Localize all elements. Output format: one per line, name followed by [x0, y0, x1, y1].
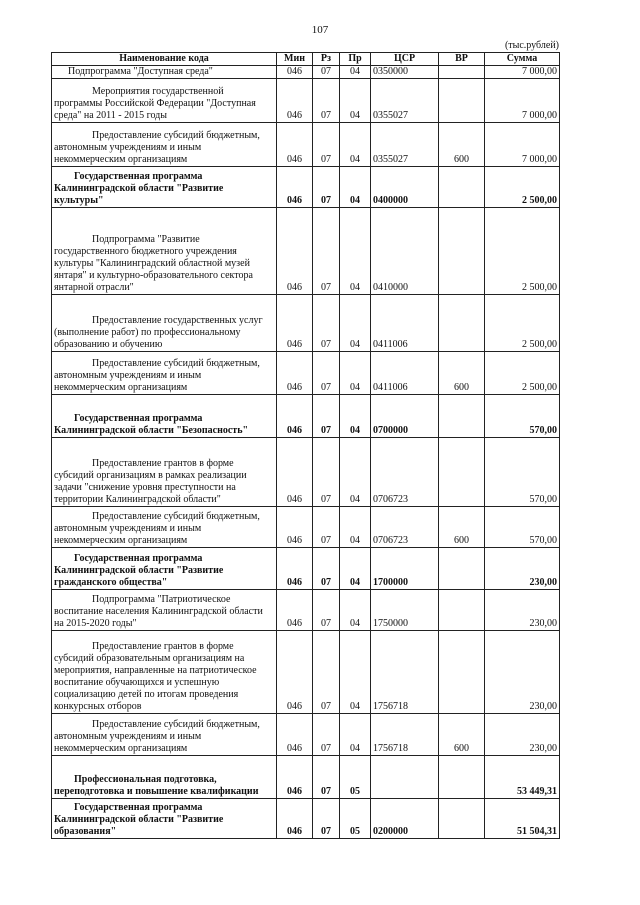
table-row — [52, 548, 560, 590]
table-row — [52, 395, 560, 438]
cell-csr: 0700000 — [371, 395, 439, 438]
cell-sum: 2 500,00 — [485, 295, 560, 352]
row-name: Предоставление грантов в форме субсидий организациям в рамках реализации задачи "снижение уровня преступности на территории Калининградской области" — [54, 458, 247, 505]
table-row — [52, 507, 560, 548]
cell-rz: 07 — [313, 295, 340, 352]
row-name: Предоставление субсидий бюджетным, автономным учреждениям и иным некоммерческим организациям — [54, 358, 260, 393]
budget-table — [51, 52, 560, 839]
cell-vr — [439, 799, 485, 839]
cell-csr: 1756718 — [371, 631, 439, 714]
table-row — [52, 167, 560, 208]
cell-sum: 230,00 — [485, 714, 560, 756]
row-name: Государственная программа Калининградской области "Развитие образования" — [54, 802, 224, 837]
cell-vr — [439, 756, 485, 799]
cell-pr: 05 — [340, 799, 371, 839]
cell-csr: 0706723 — [371, 438, 439, 507]
cell-vr: 600 — [439, 352, 485, 395]
row-name: Предоставление субсидий бюджетным, автономным учреждениям и иным некоммерческим организациям — [54, 130, 260, 165]
cell-csr: 0706723 — [371, 507, 439, 548]
row-name: Предоставление государственных услуг (выполнение работ) по профессиональному образованию и обучению — [54, 315, 263, 350]
table-row — [52, 756, 560, 799]
cell-min: 046 — [277, 631, 313, 714]
header-name: Наименование кода — [52, 53, 277, 66]
cell-sum: 7 000,00 — [485, 79, 560, 123]
cell-csr — [371, 756, 439, 799]
cell-pr: 04 — [340, 123, 371, 167]
cell-rz: 07 — [313, 548, 340, 590]
cell-rz: 07 — [313, 123, 340, 167]
header-rz: Рз — [313, 53, 340, 66]
cell-min: 046 — [277, 507, 313, 548]
row-name: Подпрограмма "Развитие государственного бюджетного учреждения культуры "Калининградский областной музей янтаря" и культурно-образовательного сектора янтарной отрасли" — [54, 234, 253, 293]
cell-min: 046 — [277, 438, 313, 507]
cell-pr: 05 — [340, 756, 371, 799]
cell-sum: 570,00 — [485, 395, 560, 438]
table-row — [52, 123, 560, 167]
cell-csr: 1756718 — [371, 714, 439, 756]
cell-min: 046 — [277, 395, 313, 438]
table-row — [52, 295, 560, 352]
cell-csr: 0411006 — [371, 295, 439, 352]
cell-vr — [439, 66, 485, 79]
table-row — [52, 208, 560, 295]
cell-pr: 04 — [340, 395, 371, 438]
cell-sum: 51 504,31 — [485, 799, 560, 839]
table-header-row — [52, 53, 560, 66]
cell-min: 046 — [277, 756, 313, 799]
table-row — [52, 714, 560, 756]
cell-rz: 07 — [313, 714, 340, 756]
units-label: (тыс.рублей) — [504, 40, 559, 51]
cell-rz: 07 — [313, 395, 340, 438]
cell-sum: 53 449,31 — [485, 756, 560, 799]
cell-rz: 07 — [313, 631, 340, 714]
row-name: Государственная программа Калининградской области "Развитие культуры" — [54, 171, 224, 206]
row-name: Подпрограмма "Патриотическое воспитание населения Калининградской области на 2015-2020 годы" — [54, 594, 263, 629]
cell-vr — [439, 79, 485, 123]
cell-sum: 230,00 — [485, 590, 560, 631]
cell-pr: 04 — [340, 66, 371, 79]
cell-sum: 230,00 — [485, 548, 560, 590]
cell-vr — [439, 295, 485, 352]
cell-pr: 04 — [340, 507, 371, 548]
header-min: Мин — [277, 53, 313, 66]
cell-csr: 1750000 — [371, 590, 439, 631]
cell-sum: 2 500,00 — [485, 208, 560, 295]
table-row — [52, 66, 560, 79]
row-name: Предоставление грантов в форме субсидий образовательным организациям на мероприятия, направленные на патриотическое воспитание обучающихся и успешную социализацию детей по итогам проведения конкурсных отборов — [54, 641, 257, 712]
cell-min: 046 — [277, 79, 313, 123]
cell-sum: 7 000,00 — [485, 123, 560, 167]
cell-sum: 2 500,00 — [485, 167, 560, 208]
cell-rz: 07 — [313, 590, 340, 631]
cell-pr: 04 — [340, 631, 371, 714]
cell-vr — [439, 631, 485, 714]
cell-csr: 0410000 — [371, 208, 439, 295]
cell-rz: 07 — [313, 799, 340, 839]
cell-sum: 230,00 — [485, 631, 560, 714]
table-row — [52, 352, 560, 395]
header-vr: ВР — [439, 53, 485, 66]
cell-pr: 04 — [340, 714, 371, 756]
cell-min: 046 — [277, 590, 313, 631]
cell-rz: 07 — [313, 352, 340, 395]
cell-pr: 04 — [340, 295, 371, 352]
cell-pr: 04 — [340, 548, 371, 590]
cell-pr: 04 — [340, 208, 371, 295]
cell-vr — [439, 438, 485, 507]
cell-sum: 570,00 — [485, 507, 560, 548]
cell-vr: 600 — [439, 123, 485, 167]
cell-min: 046 — [277, 799, 313, 839]
table-row — [52, 799, 560, 839]
table-row — [52, 631, 560, 714]
cell-pr: 04 — [340, 79, 371, 123]
row-name: Государственная программа Калининградской области "Безопасность" — [54, 413, 249, 436]
page-number: 107 — [311, 24, 329, 36]
cell-csr: 0355027 — [371, 123, 439, 167]
table-row — [52, 79, 560, 123]
cell-vr — [439, 208, 485, 295]
cell-vr: 600 — [439, 507, 485, 548]
header-pr: Пр — [340, 53, 371, 66]
cell-rz: 07 — [313, 507, 340, 548]
header-csr: ЦСР — [371, 53, 439, 66]
table-row — [52, 438, 560, 507]
cell-min: 046 — [277, 208, 313, 295]
row-name: Профессиональная подготовка, переподготовка и повышение квалификации — [54, 774, 259, 797]
row-name: Подпрограмма "Доступная среда" — [68, 66, 213, 77]
cell-pr: 04 — [340, 590, 371, 631]
row-name: Мероприятия государственной программы Российской Федерации "Доступная среда" на 2011 - 2015 годы — [54, 86, 256, 121]
cell-min: 046 — [277, 167, 313, 208]
cell-sum: 2 500,00 — [485, 352, 560, 395]
cell-vr: 600 — [439, 714, 485, 756]
cell-vr — [439, 548, 485, 590]
row-name: Предоставление субсидий бюджетным, автономным учреждениям и иным некоммерческим организациям — [54, 719, 260, 754]
cell-min: 046 — [277, 295, 313, 352]
cell-rz: 07 — [313, 438, 340, 507]
cell-csr: 0350000 — [371, 66, 439, 79]
cell-pr: 04 — [340, 167, 371, 208]
cell-sum: 7 000,00 — [485, 66, 560, 79]
row-name: Предоставление субсидий бюджетным, автономным учреждениям и иным некоммерческим организациям — [54, 511, 260, 546]
cell-pr: 04 — [340, 352, 371, 395]
cell-csr: 0400000 — [371, 167, 439, 208]
cell-rz: 07 — [313, 208, 340, 295]
row-name: Государственная программа Калининградской области "Развитие гражданского общества" — [54, 553, 224, 588]
cell-min: 046 — [277, 714, 313, 756]
cell-min: 046 — [277, 352, 313, 395]
cell-vr — [439, 167, 485, 208]
cell-csr: 0411006 — [371, 352, 439, 395]
cell-min: 046 — [277, 548, 313, 590]
cell-rz: 07 — [313, 167, 340, 208]
cell-csr: 0200000 — [371, 799, 439, 839]
cell-pr: 04 — [340, 438, 371, 507]
cell-csr: 1700000 — [371, 548, 439, 590]
cell-vr — [439, 395, 485, 438]
cell-rz: 07 — [313, 756, 340, 799]
cell-vr — [439, 590, 485, 631]
cell-csr: 0355027 — [371, 79, 439, 123]
cell-rz: 07 — [313, 66, 340, 79]
cell-min: 046 — [277, 66, 313, 79]
cell-sum: 570,00 — [485, 438, 560, 507]
table-row — [52, 590, 560, 631]
cell-min: 046 — [277, 123, 313, 167]
header-sum: Сумма — [485, 53, 560, 66]
cell-rz: 07 — [313, 79, 340, 123]
